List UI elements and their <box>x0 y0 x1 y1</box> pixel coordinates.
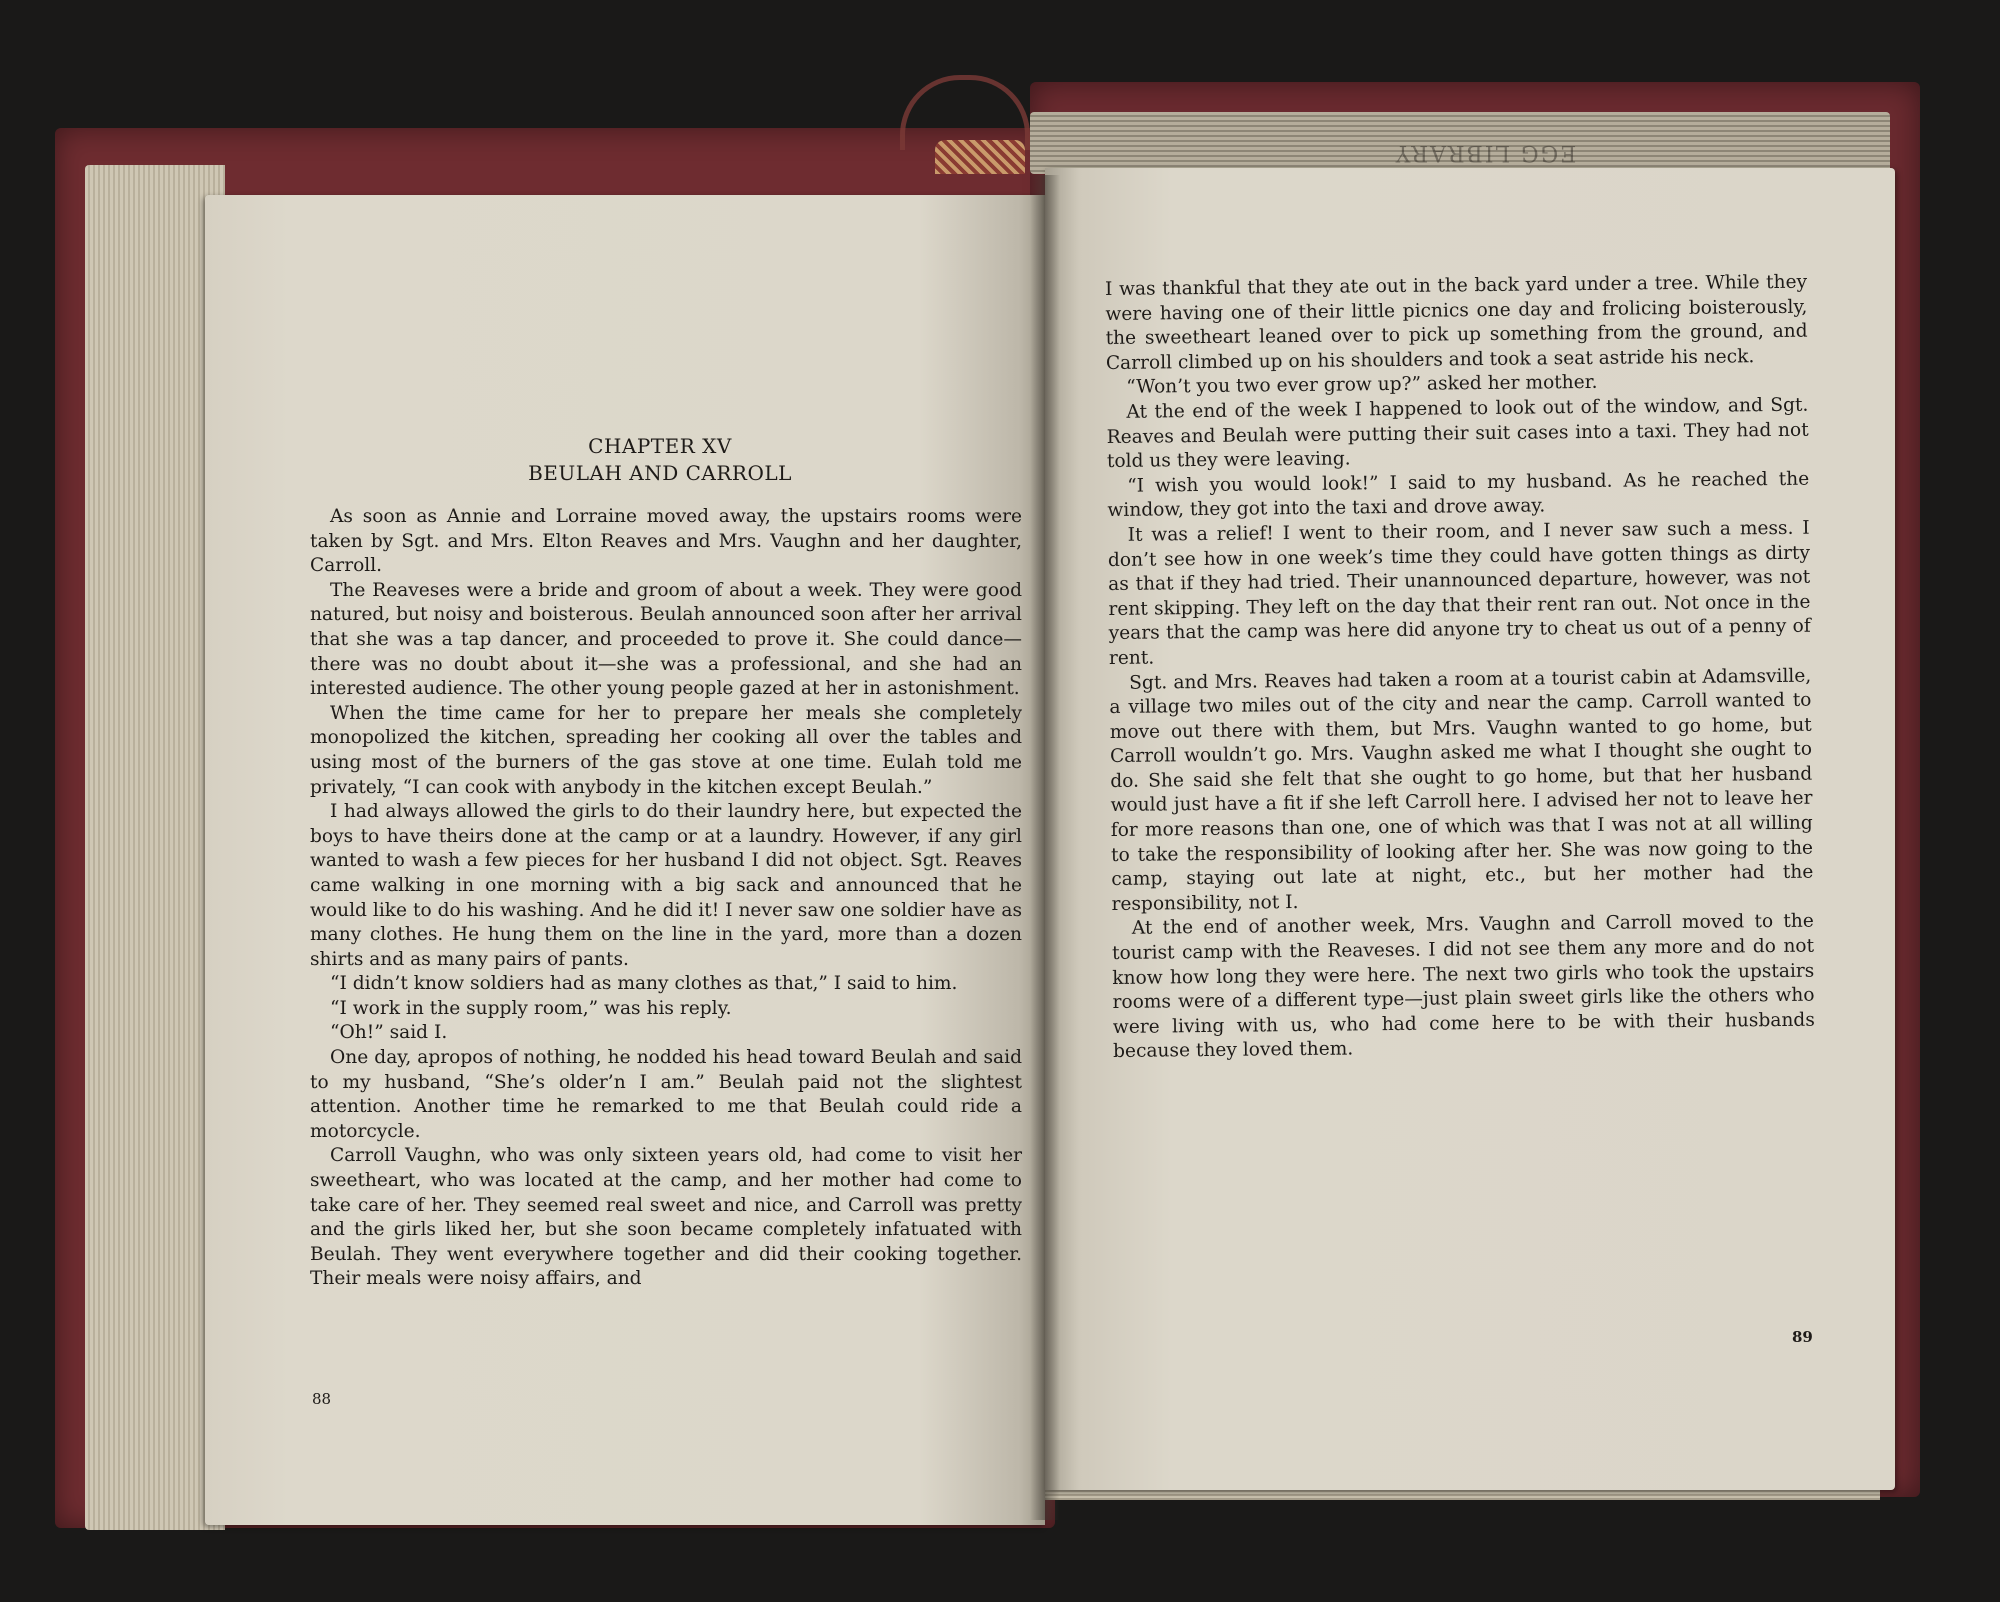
page-number-left: 88 <box>312 1390 332 1408</box>
paragraph: “Oh!” said I. <box>330 1022 448 1044</box>
binding-thread <box>900 75 1030 150</box>
chapter-heading <box>420 433 900 487</box>
paragraph: The Reaveses were a bride and groom of about a week. They were good natured, but noisy and boisterous. Beulah announced soon after her arrival that she was a tap dancer, and proceeded to prove it. She could dance—there was no doubt about it—she was a professional, and she had an interested audience. The other young people gazed at her in astonishment. <box>310 579 1022 700</box>
chapter-title: BEULAH AND CARROLL <box>528 461 792 485</box>
page-edges-left <box>85 165 225 1530</box>
spine-stamp: EGG LIBRARY <box>1393 140 1577 165</box>
page-number-right: 89 <box>1792 1328 1813 1346</box>
chapter-number: CHAPTER XV <box>588 434 732 458</box>
paragraph: I was thankful that they ate out in the back yard under a tree. While they were having one of their little picnics one day and frolicing boisterously, the sweetheart leaned over to pick up something from the ground, and Carroll climbed up on his shoulders and took a seat astride his neck. <box>1105 271 1808 374</box>
paragraph: One day, apropos of nothing, he nodded his head toward Beulah and said to my husband, “She’s older’n I am.” Beulah paid not the slightest attention. Another time he remarked to me that Beulah could ride a motorcycle. <box>310 1047 1022 1142</box>
paragraph: When the time came for her to prepare her meals she completely monopolized the kitchen, spreading her cooking all over the tables and using most of the burners of the gas stove at one time. Eulah told me privately, “I can cook with anybody in the kitchen except Beulah.” <box>310 702 1022 798</box>
right-page-body <box>1105 271 1815 1065</box>
paragraph: “Won’t you two ever grow up?” asked her mother. <box>1126 372 1598 399</box>
headband <box>935 140 1025 174</box>
paragraph: At the end of another week, Mrs. Vaughn and Carroll moved to the tourist camp with the Reaveses. I did not see them any more and do not know how long they were here. The next two girls who took the upstairs rooms were of a different type—just plain sweet girls like the others who were living with us, who had come here to be with their husbands because they loved them. <box>1111 911 1815 1063</box>
left-page-body <box>310 505 1022 1292</box>
paragraph: “I didn’t know soldiers had as many clothes as that,” I said to him. <box>330 973 958 995</box>
paragraph: As soon as Annie and Lorraine moved away, the upstairs rooms were taken by Sgt. and Mrs. Elton Reaves and Mrs. Vaughn and her daughter, Carroll. <box>310 506 1022 577</box>
book-gutter <box>1030 175 1060 1520</box>
paragraph: Carroll Vaughn, who was only sixteen years old, had come to visit her sweetheart, who was located at the camp, and her mother had come to take care of her. They seemed real sweet and nice, and Carroll was pretty and the girls liked her, but she soon became completely infatuated with Beulah. They went everywhere together and did their cooking together. Their meals were noisy affairs, and <box>310 1145 1022 1290</box>
paragraph: “I wish you would look!” I said to my husband. As he reached the window, they got into the taxi and drove away. <box>1107 468 1810 522</box>
paragraph: At the end of the week I happened to look out of the window, and Sgt. Reaves and Beulah were putting their suit cases into a taxi. They had not told us they were leaving. <box>1106 394 1809 473</box>
paragraph: It was a relief! I went to their room, and I never saw such a mess. I don’t see how in one week’s time they could have gotten things as dirty as that if they had tried. Their unannounced departure, however, was not rent skipping. They left on the day that their rent ran out. Not once in the years that the camp was here did anyone try to cheat us out of a penny of rent. <box>1107 517 1811 669</box>
paragraph: “I work in the supply room,” was his reply. <box>330 997 732 1019</box>
paragraph: Sgt. and Mrs. Reaves had taken a room at a tourist cabin at Adamsville, a village two miles out of the city and near the camp. Carroll wanted to move out there with them, but Mrs. Vaughn wanted to go home, but Carroll wouldn’t go. Mrs. Vaughn asked me what I thought she ought to do. She said she felt that she ought to go home, but that her husband would just have a fit if she left Carroll here. I advised her not to leave her for more reasons than one, one of which was that I was not at all willing to take the responsibility of looking after her. She was now going to the camp, staying out late at night, etc., but her mother had the responsibility, not I. <box>1109 665 1814 915</box>
paragraph: I had always allowed the girls to do their laundry here, but expected the boys to have theirs done at the camp or at a laundry. However, if any girl wanted to wash a few pieces for her husband I did not object. Sgt. Reaves came walking in one morning with a big sack and announced that he would like to do his washing. And he did it! I never saw one soldier have as many clothes. He hung them on the line in the yard, more than a dozen shirts and as many pairs of pants. <box>310 801 1022 970</box>
